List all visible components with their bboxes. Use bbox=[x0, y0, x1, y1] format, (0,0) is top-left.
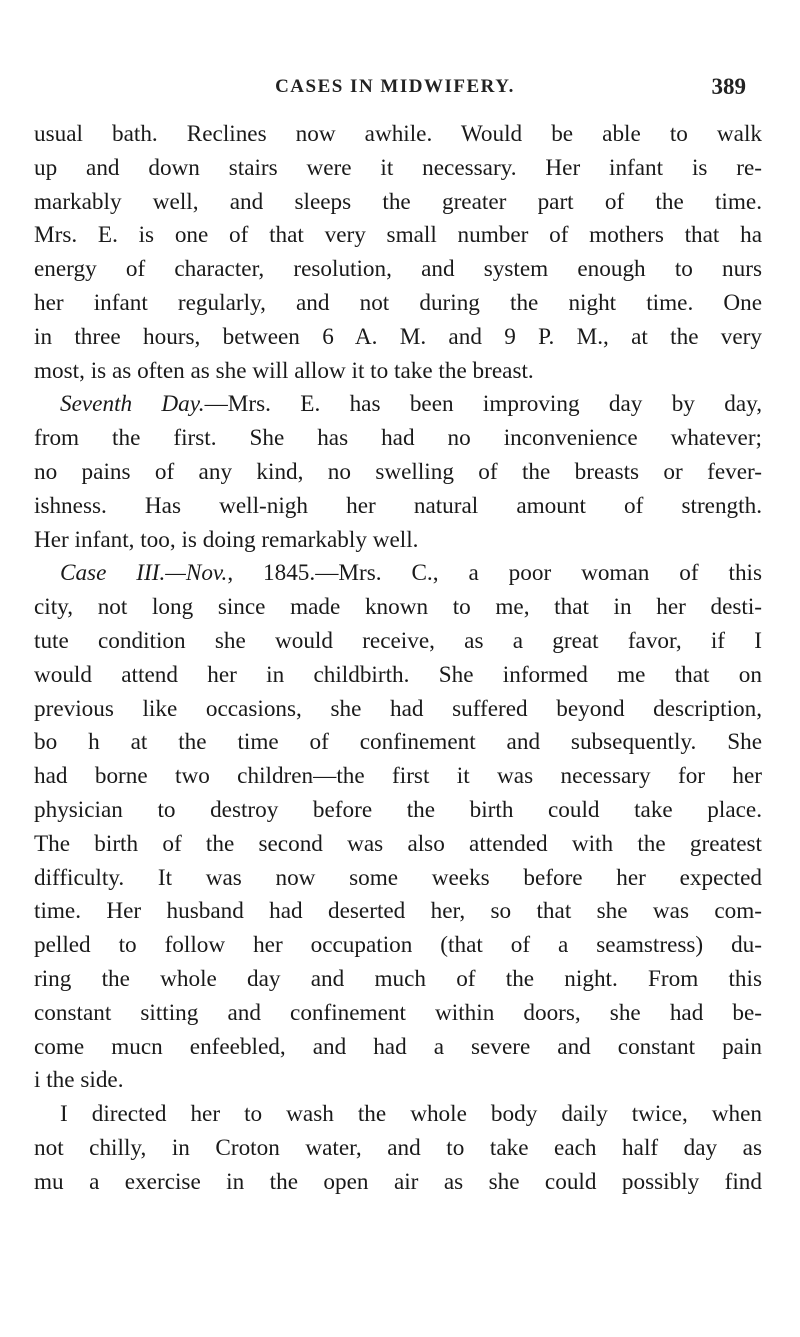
line-text: bo h at the time of confinement and subsequently. She bbox=[34, 729, 762, 756]
text-line bbox=[34, 1166, 762, 1200]
line-text: not chilly, in Croton water, and to take each half day as bbox=[34, 1134, 762, 1161]
line-text: The birth of the second was also attended with the greatest bbox=[34, 830, 762, 857]
line-text: her infant regularly, and not during the night time. One bbox=[34, 289, 762, 316]
line-text: mu a exercise in the open air as she could possibly find bbox=[34, 1168, 762, 1195]
line-text: energy of character, resolution, and system enough to nurs bbox=[34, 256, 762, 283]
line-text: i the side. bbox=[34, 1067, 124, 1094]
text-line bbox=[34, 929, 762, 963]
line-text: had borne two children—the first it was necessary for her bbox=[34, 763, 762, 790]
line-text: tute condition she would receive, as a great favor, if I bbox=[34, 627, 762, 654]
line-text: , 1845.—Mrs. C., a poor woman of this bbox=[227, 560, 762, 587]
text-line bbox=[34, 591, 762, 625]
page-number: 389 bbox=[711, 74, 746, 99]
line-text: —Mrs. E. has been improving day by day, bbox=[204, 391, 762, 418]
text-line bbox=[34, 760, 762, 794]
line-text: no pains of any kind, no swelling of the breasts or fever- bbox=[34, 458, 762, 485]
line-text: most, is as often as she will allow it to take the breast. bbox=[34, 357, 534, 384]
text-line bbox=[34, 287, 762, 321]
line-text: markably well, and sleeps the greater part of the time. bbox=[34, 188, 762, 215]
line-text: ishness. Has well-nigh her natural amount of strength. bbox=[34, 492, 762, 519]
line-text: up and down stairs were it necessary. Her infant is re- bbox=[34, 154, 762, 181]
line-text: pelled to follow her occupation (that of a seamstress) du- bbox=[34, 932, 762, 959]
text-line bbox=[34, 490, 762, 524]
line-text: city, not long since made known to me, that in her desti- bbox=[34, 594, 762, 621]
line-text: in three hours, between 6 A. M. and 9 P. M., at the very bbox=[34, 323, 762, 350]
text-line bbox=[34, 1098, 762, 1132]
text-line bbox=[34, 557, 762, 591]
line-text: constant sitting and confinement within doors, she had be- bbox=[34, 999, 762, 1026]
text-line bbox=[34, 456, 762, 490]
text-line bbox=[34, 422, 762, 456]
text-line bbox=[34, 726, 762, 760]
text-line bbox=[34, 388, 762, 422]
line-text: would attend her in childbirth. She informed me that on bbox=[34, 661, 762, 688]
text-line bbox=[34, 524, 762, 558]
emphasis-text: Seventh Day. bbox=[60, 391, 205, 418]
line-text: physician to destroy before the birth could take place. bbox=[34, 796, 762, 823]
text-line bbox=[34, 895, 762, 929]
text-line bbox=[34, 1064, 762, 1098]
text-line bbox=[34, 625, 762, 659]
line-text: difficulty. It was now some weeks before her expected bbox=[34, 864, 762, 891]
text-line bbox=[34, 355, 762, 389]
line-text: ring the whole day and much of the night. From this bbox=[34, 965, 762, 992]
body-text bbox=[34, 118, 762, 1200]
line-text: Mrs. E. is one of that very small number of mothers that ha bbox=[34, 222, 762, 249]
line-text: I directed her to wash the whole body daily twice, when bbox=[60, 1101, 762, 1128]
text-line bbox=[34, 862, 762, 896]
line-text: usual bath. Reclines now awhile. Would be able to walk bbox=[34, 121, 762, 147]
text-line bbox=[34, 794, 762, 828]
text-line bbox=[34, 186, 762, 220]
emphasis-text: Case III.—Nov. bbox=[60, 560, 228, 587]
page-header bbox=[40, 76, 750, 106]
text-line bbox=[34, 659, 762, 693]
text-line bbox=[34, 693, 762, 727]
line-text: from the first. She has had no inconvenience whatever; bbox=[34, 425, 762, 452]
text-line bbox=[34, 118, 762, 152]
text-line bbox=[34, 152, 762, 186]
text-line bbox=[34, 963, 762, 997]
text-line bbox=[34, 828, 762, 862]
text-line bbox=[34, 219, 762, 253]
text-line bbox=[34, 1132, 762, 1166]
text-line bbox=[34, 997, 762, 1031]
line-text: Her infant, too, is doing remarkably well. bbox=[34, 526, 419, 553]
text-line bbox=[34, 321, 762, 355]
running-head: CASES IN MIDWIFERY. bbox=[275, 76, 515, 97]
line-text: previous like occasions, she had suffered beyond description, bbox=[34, 695, 762, 722]
text-line bbox=[34, 253, 762, 287]
line-text: time. Her husband had deserted her, so that she was com- bbox=[34, 898, 762, 925]
text-line bbox=[34, 1031, 762, 1065]
line-text: come mucn enfeebled, and had a severe and constant pain bbox=[34, 1033, 762, 1060]
